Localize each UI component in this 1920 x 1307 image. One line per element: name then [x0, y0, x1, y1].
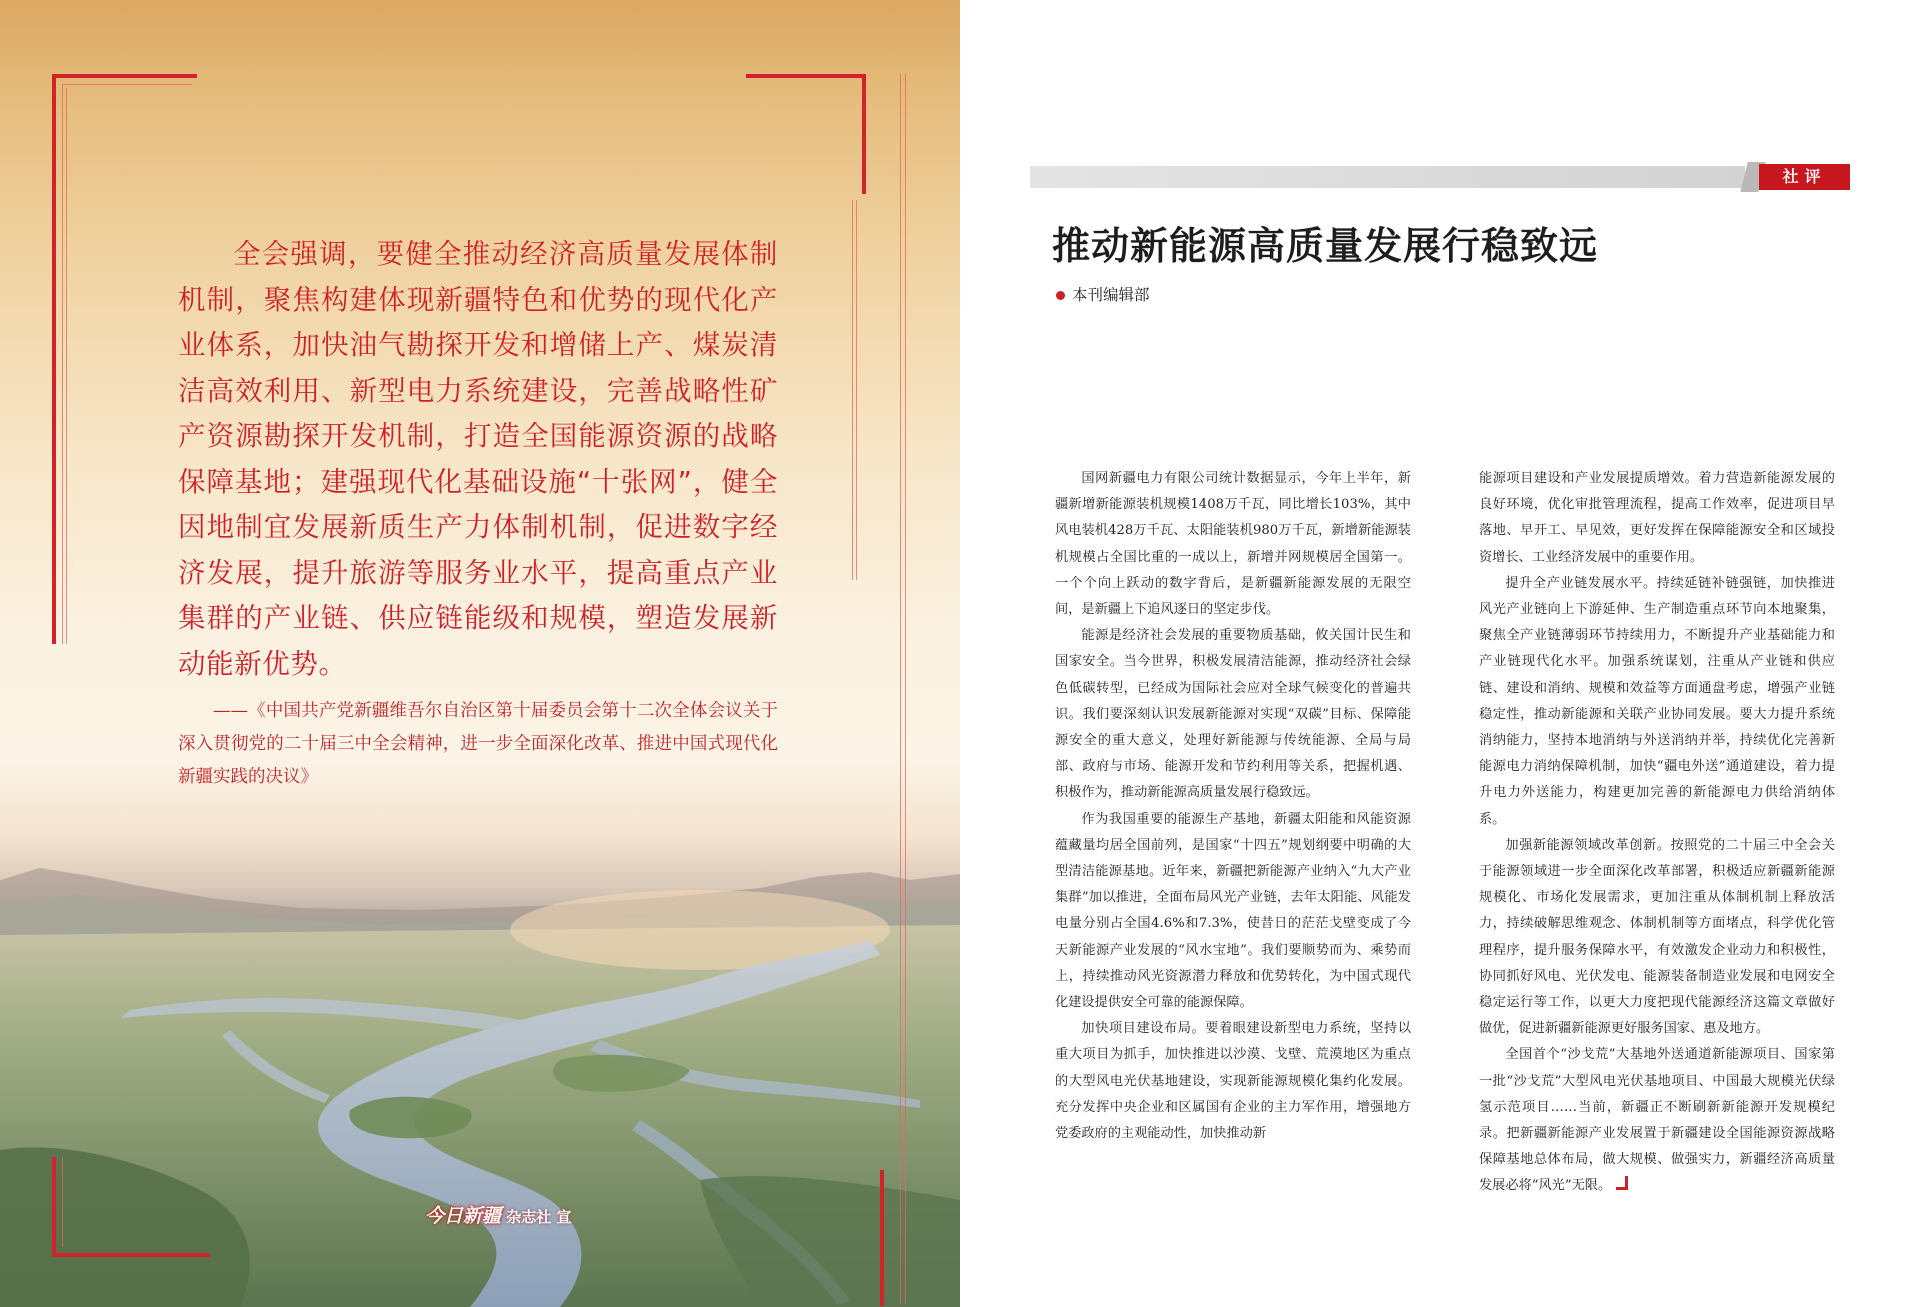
paragraph: 提升全产业链发展水平。持续延链补链强链，加快推进风光产业链向上下游延伸、生产制造重点环节向本地聚集，聚焦全产业链薄弱环节持续用力，不断提升产业基础能力和产业链现代化水平。加强系统谋划，注重从产业链和供应链、建设和消纳、规模和效益等方面通盘考虑，增强产业链稳定性，推动新能源和关联产业协同发展。要大力提升系统消纳能力，坚持本地消纳与外送消纳并举，持续优化完善新能源电力消纳保障机制，加快“疆电外送”通道建设，着力提升电力外送能力，构建更加完善的新能源电力供给消纳体系。 — [1479, 575, 1835, 827]
frame-right-thin-2 — [905, 74, 906, 1304]
quote-source: ——《中国共产党新疆维吾尔自治区第十届委员会第十二次全体会议关于深入贯彻党的二十届三中全会精神，进一步全面深化改革、推进中国式现代化新疆实践的决议》 — [178, 701, 778, 787]
paragraph: 作为我国重要的能源生产基地，新疆太阳能和风能资源蕴藏量均居全国前列，是国家“十四五”规划纲要中明确的大型清洁能源基地。近年来，新疆把新能源产业纳入“九大产业集群”加以推进，全面布局风光产业链，去年太阳能、风能发电量分别占全国4.6%和7.3%，使昔日的茫茫戈壁变成了今天新能源产业发展的“风水宝地”。我们要顺势而为、乘势而上，持续推动风光资源潜力释放和优势转化，为中国式现代化建设提供安全可靠的能源保障。 — [1055, 811, 1411, 1011]
publisher-logo-name: 今日新疆 — [425, 1205, 502, 1227]
article-author: 本刊编辑部 — [1072, 286, 1150, 304]
frame-right-thin-4 — [856, 200, 857, 580]
publisher-logo — [425, 1201, 571, 1228]
header-bar — [1030, 166, 1745, 188]
frame-left-thin-h — [62, 84, 192, 85]
frame-top-right — [746, 74, 866, 78]
plenary-quote: 全会强调，要健全推动经济高质量发展体制机制，聚焦构建体现新疆特色和优势的现代化产业体系，加快油气勘探开发和增储上产、煤炭清洁高效利用、新型电力系统建设，完善战略性矿产资源勘探开发机制，打造全国能源资源的战略保障基地；建强现代化基础设施“十张网”，健全因地制宜发展新质生产力体制机制，促进数字经济发展，提升旅游等服务业水平，提高重点产业集群的产业链、供应链能级和规模，塑造发展新动能新优势。 — [178, 238, 778, 680]
final-paragraph-text: 全国首个“沙戈荒”大基地外送通道新能源项目、国家第一批“沙戈荒”大型风电光伏基地项目、中国最大规模光伏绿氢示范项目……当前，新疆正不断刷新新能源开发规模纪录。把新疆新能源产业发展置于新疆建设全国能源资源战略保障基地总体布局，做大规模、做强实力，新疆经济高质量发展必将“风光”无限。 — [1479, 1047, 1835, 1194]
paragraph-continued: 能源项目建设和产业发展提质增效。着力营造新能源发展的良好环境，优化审批管理流程，提高工作效率，促进项目早落地、早开工、早见效，更好发挥在保障能源安全和区域投资增长、工业经济发展中的重要作用。 — [1479, 471, 1835, 565]
frame-left-thin-2 — [66, 88, 67, 644]
frame-top-left — [52, 74, 197, 78]
frame-right-thin-3 — [852, 200, 853, 580]
publisher-logo-suffix: 杂志社 宣 — [506, 1208, 572, 1226]
paragraph: 国网新疆电力有限公司统计数据显示，今年上半年，新疆新增新能源装机规模1408万千瓦，同比增长103%，其中风电装机428万千瓦、太阳能装机980万千瓦，新增新能源装机规模占全国比重的一成以上，新增并网规模居全国第一。一个个向上跃动的数字背后，是新疆新能源发展的无限空间，是新疆上下追风逐日的坚定步伐。 — [1055, 471, 1411, 618]
frame-bottom-left-thin — [62, 1157, 63, 1247]
author-bullet-icon — [1056, 291, 1065, 300]
paragraph: 加快项目建设布局。要着眼建设新型电力系统，坚持以重大项目为抓手，加快推进以沙漠、戈壁、荒漠地区为重点的大型风电光伏基地建设，实现新能源规模化集约化发展。充分发挥中央企业和区属国有企业的主力军作用，增强地方党委政府的主观能动性，加快推动新 — [1055, 1021, 1411, 1142]
end-mark-icon — [1616, 1176, 1628, 1190]
paragraph: 加强新能源领域改革创新。按照党的二十届三中全会关于能源领域进一步全面深化改革部署，积极适应新疆新能源规模化、市场化发展需求，更加注重从体制机制上释放活力，持续破解思维观念、体制机制等方面堵点，科学优化管理程序，提升服务保障水平，有效激发企业动力和积极性，协同抓好风电、光伏发电、能源装备制造业发展和电网安全稳定运行等工作，以更大力度把现代能源经济这篇文章做好做优，促进新疆新能源更好服务国家、惠及地方。 — [1479, 837, 1835, 1037]
frame-right-thin-1 — [900, 74, 901, 1304]
frame-left-thin-1 — [62, 84, 63, 644]
article-column-left — [1055, 466, 1411, 1147]
frame-bottom-left-v — [52, 1157, 56, 1257]
paragraph-final — [1479, 1042, 1835, 1199]
article-title: 推动新能源高质量发展行稳致远 — [1052, 224, 1599, 268]
section-tag: 社评 — [1759, 164, 1850, 190]
article-column-right — [1479, 466, 1835, 1200]
frame-right-top — [862, 74, 866, 194]
frame-bottom-right-v — [880, 1170, 884, 1306]
paragraph: 能源是经济社会发展的重要物质基础，攸关国计民生和国家安全。当今世界，积极发展清洁能源，推动经济社会绿色低碳转型，已经成为国际社会应对全球气候变化的普遍共识。我们要深刻认识发展新能源对实现“双碳”目标、保障能源安全的重大意义，处理好新能源与传统能源、全局与局部、政府与市场、能源开发和节约利用等关系，把握机遇、积极作为，推动新能源高质量发展行稳致远。 — [1055, 628, 1411, 801]
frame-bottom-left-h — [52, 1253, 210, 1257]
frame-left-upper — [52, 74, 56, 644]
right-page — [960, 0, 1920, 1307]
